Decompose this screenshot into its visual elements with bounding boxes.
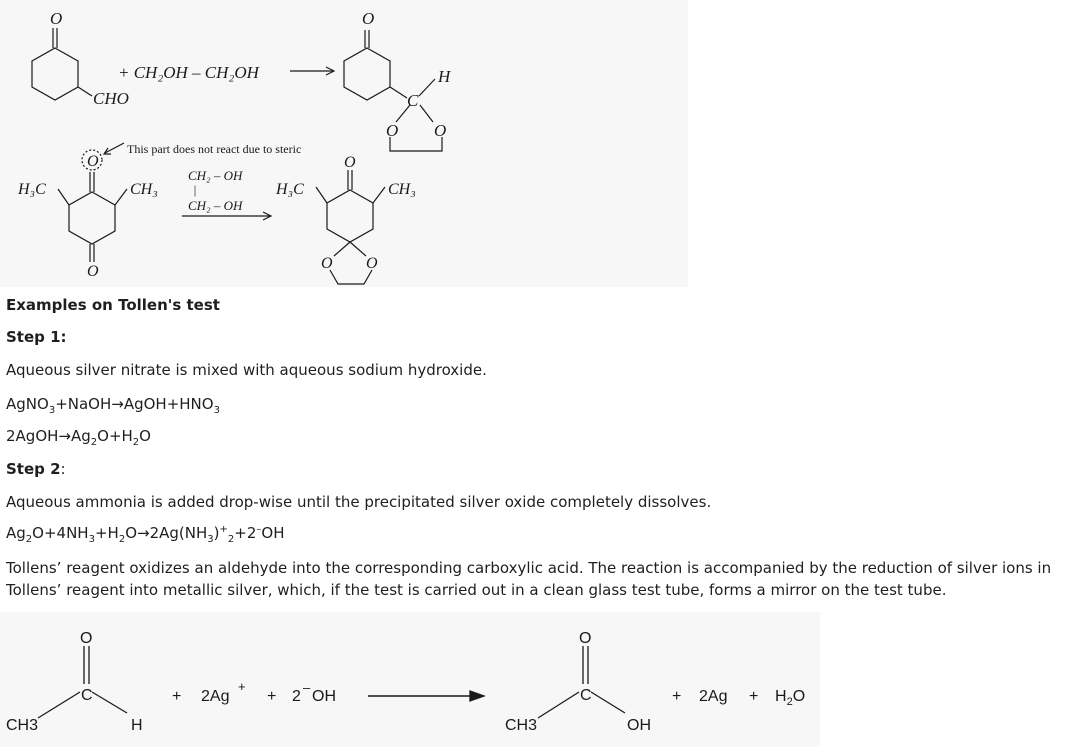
acid-carbon: C bbox=[580, 687, 592, 704]
aldehyde-methyl: CH3 bbox=[6, 717, 39, 734]
aldehyde-carbon: C bbox=[81, 687, 93, 704]
tollens-reaction-figure bbox=[0, 612, 820, 747]
acid-hydroxyl: OH bbox=[627, 717, 651, 734]
aldehyde-oxygen: O bbox=[80, 630, 93, 647]
ketal-oxygen-left: O bbox=[321, 255, 333, 272]
step2-description: Aqueous ammonia is added drop-wise until the precipitated silver oxide completely dissolves. bbox=[6, 493, 712, 511]
glycol-bond: | bbox=[193, 182, 197, 197]
cyclohexane-ring bbox=[32, 48, 78, 100]
metallic-silver: 2Ag bbox=[699, 688, 728, 705]
plus-sign: + bbox=[749, 688, 759, 705]
glycol-bottom-label: CH₂ – OH bbox=[188, 198, 243, 213]
hydroxide-coefficient: 2 bbox=[292, 688, 301, 705]
acetal-oxygen-right: O bbox=[434, 121, 447, 140]
ketone-oxygen: O bbox=[50, 9, 63, 28]
acetal-oxygen-left: O bbox=[386, 121, 399, 140]
hydroxide-charge: – bbox=[303, 680, 311, 695]
circled-oxygen-label: O bbox=[87, 153, 99, 170]
step2-label: Step 2: bbox=[6, 460, 66, 478]
section-heading: Examples on Tollen's test bbox=[6, 296, 220, 314]
step1-description: Aqueous silver nitrate is mixed with aqueous sodium hydroxide. bbox=[6, 361, 487, 379]
acetal-carbon-label: C bbox=[407, 91, 419, 110]
hydroxide: OH bbox=[312, 688, 336, 705]
plus-sign: + bbox=[172, 688, 182, 705]
silver-ion-charge: + bbox=[238, 679, 246, 694]
acid-methyl: CH3 bbox=[505, 717, 538, 734]
bottom-oxygen-label: O bbox=[87, 263, 99, 280]
tollens-paragraph: Tollens’ reagent oxidizes an aldehyde into the corresponding carboxylic acid. The reaction is accompanied by the reduction of silver ions in Tollens’ reagent into metallic silver, which, if the test is carried out in a clean glass test tube, forms a mirror on the test tube. bbox=[6, 559, 1052, 599]
step2-equation: $Ag_2O+4NH_3+H_2O\to 2Ag(NH_3)^+_2+2^-OH$ bbox=[6, 524, 285, 545]
ketal-oxygen-right: O bbox=[366, 255, 378, 272]
aldehyde-group-label: CHO bbox=[93, 89, 129, 108]
spiroketal-ring bbox=[327, 190, 373, 242]
product-oxygen: O bbox=[362, 9, 375, 28]
acetal-reaction-figure bbox=[0, 0, 688, 287]
cyclohexane-ring bbox=[344, 48, 390, 100]
cyclohexanedione-ring bbox=[69, 192, 115, 244]
glycol-top-label: CH₂ – OH bbox=[188, 168, 243, 183]
product-methyl-right: CH₃ bbox=[388, 181, 416, 198]
methyl-left-label: H₃C bbox=[18, 181, 46, 198]
steric-annotation: This part does not react due to steric bbox=[127, 142, 302, 156]
plus-sign: + bbox=[267, 688, 277, 705]
reagent-ethylene-glycol: + CH₂OH – CH₂OH bbox=[118, 63, 259, 82]
plus-sign: + bbox=[672, 688, 682, 705]
step1-equation-2: $2AgOH\to Ag_2O+H_2O$ bbox=[6, 427, 151, 448]
aldehyde-hydrogen: H bbox=[131, 717, 143, 734]
acid-oxygen: O bbox=[579, 630, 592, 647]
step1-equation-1: $AgNO_3+NaOH\to AgOH+HNO_3$ bbox=[6, 395, 220, 416]
step1-label: Step 1: bbox=[6, 328, 67, 346]
methyl-right-label: CH₃ bbox=[130, 181, 158, 198]
product-oxygen-label: O bbox=[344, 154, 356, 171]
product-methyl-left: H₃C bbox=[276, 181, 304, 198]
hydrogen-label: H bbox=[438, 67, 451, 86]
water: $H_2O$ bbox=[775, 688, 806, 708]
silver-ion: 2Ag bbox=[201, 688, 230, 705]
